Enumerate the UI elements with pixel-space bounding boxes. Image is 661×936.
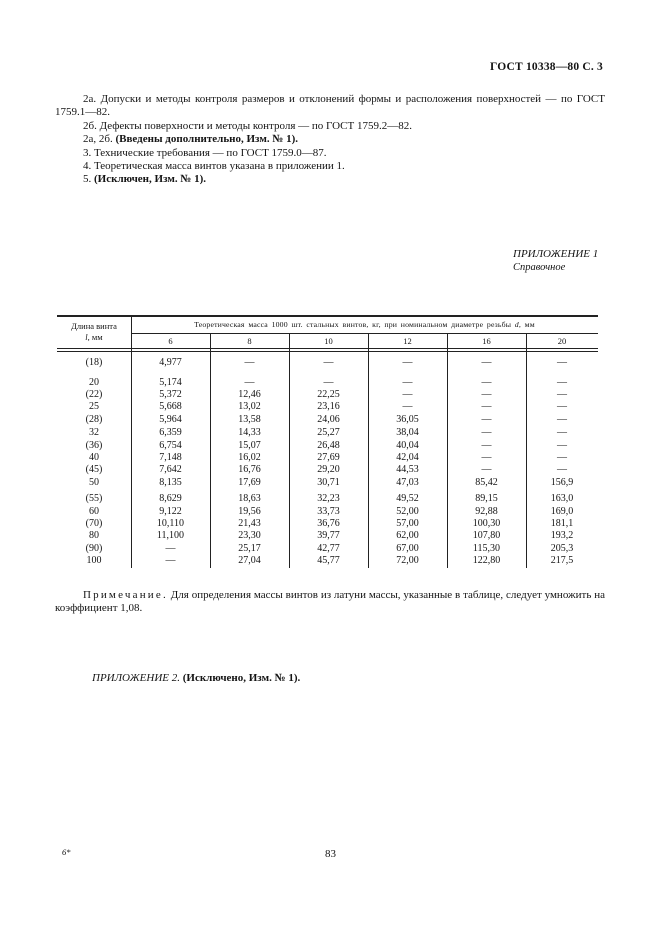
mass-cell: 42,04: [396, 452, 419, 464]
note-label: Примечание.: [83, 589, 168, 601]
table-row: [57, 555, 598, 567]
mass-cell: 62,00: [396, 530, 419, 542]
mass-cell: —: [557, 427, 567, 439]
mass-cell: 36,76: [317, 518, 340, 530]
table-row-group: [57, 357, 598, 369]
mass-cell: 181,1: [550, 518, 574, 530]
table-row: [57, 493, 598, 505]
mass-cell: 13,02: [238, 401, 261, 413]
mass-cell: —: [323, 357, 334, 368]
mass-cell: 17,69: [238, 476, 261, 488]
mass-cell: —: [481, 413, 492, 425]
table-length-header-line2: l, мм: [85, 332, 103, 342]
mass-cell: 217,5: [550, 554, 574, 566]
paragraph-text: 5.: [83, 173, 94, 186]
table-span-header: Теоретическая масса 1000 шт. стальных винтов, кг, при номинальном диаметре резьбы d, мм: [194, 320, 535, 329]
mass-cell: —: [557, 413, 567, 425]
mass-cell: 4,977: [159, 357, 182, 368]
mass-cell: —: [402, 357, 413, 368]
length-cell: (28): [85, 413, 103, 425]
length-cell: (70): [85, 518, 103, 530]
mass-cell: 9,122: [159, 505, 182, 517]
mass-cell: 23,16: [317, 401, 340, 413]
paragraph: [55, 160, 605, 173]
table-row: [57, 414, 598, 426]
mass-cell: 21,43: [238, 518, 261, 530]
mass-cell: 40,04: [396, 439, 419, 451]
mass-cell: —: [557, 376, 567, 388]
mass-cell: —: [481, 439, 492, 451]
mass-cell: 25,27: [317, 427, 340, 439]
length-cell: (90): [85, 542, 103, 554]
mass-cell: 26,48: [317, 439, 340, 451]
paragraph: [55, 133, 605, 146]
diameter-header-cell: 10: [324, 336, 333, 346]
diameter-header-cell: 20: [557, 336, 567, 346]
length-cell: 80: [89, 530, 99, 542]
length-cell: 32: [89, 427, 99, 439]
length-cell: (18): [85, 357, 103, 368]
paragraph-text: (Введены дополнительно, Изм. № 1).: [115, 133, 299, 146]
table-row: [57, 389, 598, 401]
paragraph-text: (Исключен, Изм. № 1).: [94, 173, 207, 186]
mass-cell: 10,110: [156, 518, 185, 530]
mass-cell: 18,63: [238, 493, 261, 505]
mass-cell: 5,964: [159, 413, 182, 425]
diameter-header-cell: 6: [168, 336, 173, 346]
mass-cell: —: [244, 376, 255, 388]
mass-cell: 16,02: [238, 452, 261, 464]
mass-cell: —: [481, 452, 492, 464]
mass-cell: 32,23: [317, 493, 340, 505]
mass-cell: 6,754: [159, 439, 182, 451]
mass-cell: 22,25: [317, 389, 340, 401]
paragraph: [55, 93, 605, 120]
length-cell: (45): [85, 464, 103, 476]
mass-cell: —: [557, 439, 567, 451]
mass-cell: 6,359: [159, 427, 182, 439]
paragraphs: [55, 93, 605, 187]
mass-cell: 72,00: [396, 554, 419, 566]
mass-cell: —: [481, 401, 492, 413]
mass-cell: —: [323, 376, 334, 388]
mass-cell: 33,73: [317, 505, 340, 517]
mass-cell: —: [481, 376, 492, 388]
table-length-column-header: [57, 321, 131, 343]
mass-cell: 39,77: [317, 530, 340, 542]
table-row: [57, 477, 598, 489]
table-row: [57, 452, 598, 464]
mass-cell: —: [165, 554, 176, 566]
mass-cell: 12,46: [238, 389, 261, 401]
mass-cell: 27,04: [238, 554, 261, 566]
mass-cell: 52,00: [396, 505, 419, 517]
table-row: [57, 518, 598, 530]
mass-cell: 193,2: [550, 530, 574, 542]
mass-cell: 115,30: [472, 542, 501, 554]
table-row: [57, 427, 598, 439]
table-row-group: [57, 377, 598, 426]
mass-cell: 156,9: [550, 476, 574, 488]
mass-cell: —: [481, 464, 492, 476]
mass-cell: 45,77: [317, 554, 340, 566]
mass-cell: 27,69: [317, 452, 340, 464]
mass-cell: 163,0: [550, 493, 574, 505]
table-row: [57, 401, 598, 413]
mass-cell: 107,80: [472, 530, 501, 542]
paragraph-text: 2б. Дефекты поверхности и методы контроля — по ГОСТ 1759.2—82.: [83, 119, 412, 132]
mass-cell: 14,33: [238, 427, 261, 439]
mass-cell: 11,100: [156, 530, 185, 542]
length-cell: 100: [86, 554, 102, 566]
paragraph: [55, 120, 605, 133]
mass-cell: 169,0: [550, 505, 574, 517]
table-row: [57, 543, 598, 555]
mass-cell: —: [402, 401, 413, 413]
mass-cell: —: [402, 389, 413, 401]
mass-cell: 122,80: [472, 554, 501, 566]
mass-cell: 25,17: [238, 542, 261, 554]
mass-cell: 44,53: [396, 464, 419, 476]
paragraph-text: 3. Технические требования — по ГОСТ 1759.0—87.: [83, 146, 327, 159]
length-cell: (22): [85, 389, 103, 401]
mass-cell: 57,00: [396, 518, 419, 530]
mass-cell: 67,00: [396, 542, 419, 554]
mass-cell: 47,03: [396, 476, 419, 488]
mass-cell: 8,135: [159, 476, 182, 488]
diameter-header-cell: 16: [482, 336, 491, 346]
mass-cell: 7,642: [159, 464, 182, 476]
length-cell: 60: [89, 505, 99, 517]
length-cell: 25: [89, 401, 99, 413]
table-rule-under-span-header: [131, 333, 598, 334]
mass-cell: 13,58: [238, 413, 261, 425]
appendix2: [92, 672, 300, 684]
appendix1: [513, 248, 598, 274]
mass-cell: —: [557, 357, 567, 368]
mass-cell: —: [557, 452, 567, 464]
table-length-header-line1: Длина винта: [71, 321, 117, 331]
mass-cell: 23,30: [238, 530, 261, 542]
mass-cell: —: [165, 542, 176, 554]
table-row: [57, 357, 598, 369]
footer-signature-mark: 6*: [62, 847, 71, 857]
table-row-group: [57, 427, 598, 488]
mass-table: [57, 315, 598, 568]
table-row: [57, 506, 598, 518]
paragraph-text: 4. Теоретическая масса винтов указана в приложении 1.: [83, 160, 345, 173]
table-row: [57, 530, 598, 542]
paragraph: [55, 147, 605, 160]
mass-cell: —: [402, 376, 413, 388]
mass-cell: —: [481, 389, 492, 401]
table-body: [57, 353, 598, 567]
table-rule-top: [57, 315, 598, 317]
mass-cell: 92,88: [475, 505, 498, 517]
mass-cell: —: [557, 464, 567, 476]
table-diameter-header-row: [131, 336, 598, 346]
length-cell: 20: [89, 376, 99, 388]
mass-cell: —: [244, 357, 255, 368]
mass-cell: 5,372: [159, 389, 182, 401]
mass-cell: 100,30: [472, 518, 501, 530]
mass-cell: 29,20: [317, 464, 340, 476]
table-row: [57, 440, 598, 452]
mass-cell: 205,3: [550, 542, 574, 554]
mass-cell: 16,76: [238, 464, 261, 476]
length-cell: 40: [89, 452, 99, 464]
mass-cell: 85,42: [475, 476, 498, 488]
mass-cell: —: [557, 389, 567, 401]
paragraph-text: 2а, 2б.: [83, 133, 116, 146]
mass-cell: —: [481, 357, 492, 368]
table-row-group: [57, 493, 598, 567]
table-rule-double-1: [57, 348, 598, 349]
length-cell: (55): [85, 493, 103, 505]
mass-cell: 38,04: [396, 427, 419, 439]
mass-cell: 49,52: [396, 493, 419, 505]
table-row: [57, 377, 598, 389]
note-text: Примечание. Для определения массы винтов из латуни массы, указанные в таблице, следует умножить на коэффициент 1,08.: [55, 589, 605, 615]
appendix2-title: ПРИЛОЖЕНИЕ 2.: [92, 672, 180, 684]
mass-cell: —: [481, 427, 492, 439]
footer-page-number: 83: [325, 848, 336, 860]
note: [55, 589, 605, 616]
paragraph-text: 2а. Допуски и методы контроля размеров и отклонений формы и расположения поверхностей — по ГОСТ 1759.1—82.: [55, 93, 605, 119]
mass-cell: 89,15: [475, 493, 498, 505]
length-cell: (36): [85, 439, 103, 451]
page-title: ГОСТ 10338—80 С. 3: [490, 61, 603, 73]
mass-cell: 42,77: [317, 542, 340, 554]
mass-cell: —: [557, 401, 567, 413]
table-row: [57, 464, 598, 476]
mass-cell: 8,629: [159, 493, 182, 505]
appendix1-subtitle: Справочное: [513, 262, 566, 273]
appendix1-title: ПРИЛОЖЕНИЕ 1: [513, 248, 599, 260]
mass-cell: 24,06: [317, 413, 340, 425]
paragraph: [55, 173, 605, 186]
diameter-header-cell: 8: [247, 336, 252, 346]
mass-cell: 5,668: [159, 401, 182, 413]
length-cell: 50: [89, 476, 99, 488]
mass-cell: 19,56: [238, 505, 261, 517]
mass-cell: 15,07: [238, 439, 261, 451]
mass-cell: 36,05: [396, 413, 419, 425]
mass-cell: 7,148: [159, 452, 182, 464]
mass-cell: 5,174: [159, 376, 182, 388]
mass-cell: 30,71: [317, 476, 340, 488]
diameter-header-cell: 12: [403, 336, 412, 346]
table-rule-double-2: [57, 351, 598, 352]
appendix2-note: (Исключено, Изм. № 1).: [179, 672, 301, 684]
